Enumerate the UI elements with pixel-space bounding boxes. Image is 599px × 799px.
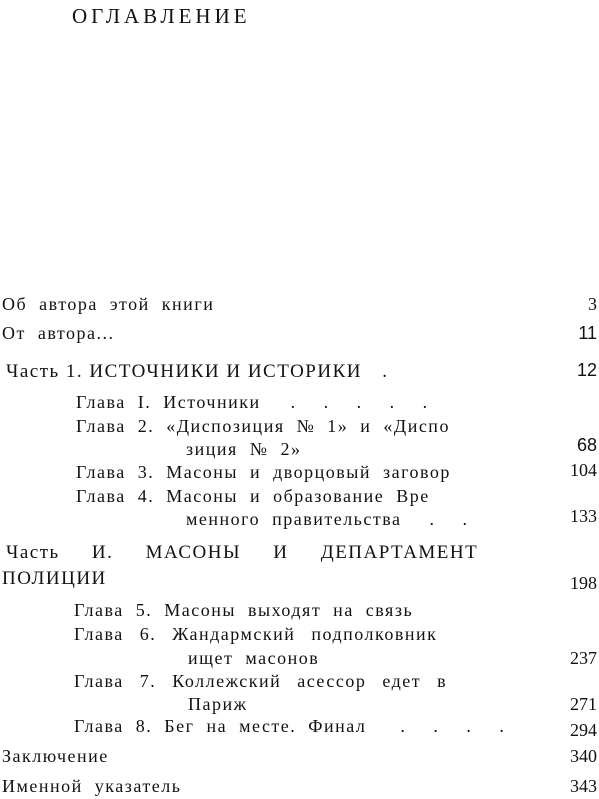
chapter3-title: Масоны и дворцовый заговор xyxy=(166,462,451,482)
chapter4-title-cont-text: менного правительства xyxy=(186,509,402,529)
chapter5-title: Масоны выходят на связь xyxy=(164,600,414,620)
toc-page-about-author: 3 xyxy=(588,294,597,314)
chapter2-entry xyxy=(76,416,450,436)
toc-page-from-author: 11 xyxy=(578,323,597,343)
page-title: ОГЛАВЛЕНИЕ xyxy=(72,4,251,28)
chapter2-title: «Диспозиция № 1» и «Диспо xyxy=(166,416,450,436)
part1-title-text: Часть 1. ИСТОЧНИКИ И ИСТОРИКИ xyxy=(6,361,362,382)
chapter1-entry xyxy=(76,392,436,412)
chapter8-title: Бег на месте. Финал xyxy=(164,716,367,736)
chapter8-entry xyxy=(74,716,513,736)
chapter1-title: Источники xyxy=(163,392,261,412)
chapter3-label: Глава 3. xyxy=(76,462,155,482)
chapter7-label: Глава 7. xyxy=(74,671,157,691)
chapter3-page: 104 xyxy=(570,460,597,480)
chapter6-title-cont: ищет масонов xyxy=(188,648,320,668)
part1-dots: . xyxy=(382,361,389,382)
chapter6-title: Жандармский подполковник xyxy=(172,624,438,644)
chapter8-dots: . . . . xyxy=(400,716,513,736)
chapter4-entry xyxy=(76,486,430,506)
chapter4-title: Масоны и образование Вре xyxy=(166,486,430,506)
chapter1-label: Глава I. xyxy=(76,392,152,412)
part2-title: Часть И. МАСОНЫ И ДЕПАРТАМЕНТ xyxy=(6,542,479,563)
chapter1-dots: . . . . . xyxy=(290,392,437,412)
chapter6-entry xyxy=(74,624,437,644)
toc-entry-about-author: Об автора этой книги xyxy=(2,294,215,314)
chapter4-title-cont xyxy=(186,509,476,529)
chapter7-page: 271 xyxy=(570,694,597,714)
chapter6-label: Глава 6. xyxy=(74,624,157,644)
part2-title-cont: ПОЛИЦИИ xyxy=(2,568,107,589)
chapter5-label: Глава 5. xyxy=(74,600,153,620)
toc-entry-name-index: Именной указатель xyxy=(2,776,182,796)
chapter3-entry xyxy=(76,462,451,482)
part1-title xyxy=(6,362,389,382)
chapter6-page: 237 xyxy=(570,648,597,668)
part1-page: 12 xyxy=(576,360,597,380)
chapter5-entry xyxy=(74,600,413,620)
chapter4-dots: . . xyxy=(429,509,476,529)
chapter8-page: 294 xyxy=(570,720,597,740)
chapter2-title-cont: зиция № 2» xyxy=(186,439,302,459)
chapter2-page: 68 xyxy=(576,435,597,455)
chapter8-label: Глава 8. xyxy=(74,716,153,736)
part2-page: 198 xyxy=(570,573,597,593)
toc-entry-conclusion: Заключение xyxy=(2,746,109,766)
toc-entry-from-author: От автора... xyxy=(2,323,115,343)
chapter7-title: Коллежский асессор едет в xyxy=(172,671,448,691)
chapter2-label: Глава 2. xyxy=(76,416,155,436)
chapter7-title-cont: Париж xyxy=(188,694,248,714)
chapter4-page: 133 xyxy=(570,506,597,526)
toc-page-name-index: 343 xyxy=(570,776,597,796)
toc-page-conclusion: 340 xyxy=(570,746,597,766)
chapter4-label: Глава 4. xyxy=(76,486,155,506)
chapter7-entry xyxy=(74,671,447,691)
